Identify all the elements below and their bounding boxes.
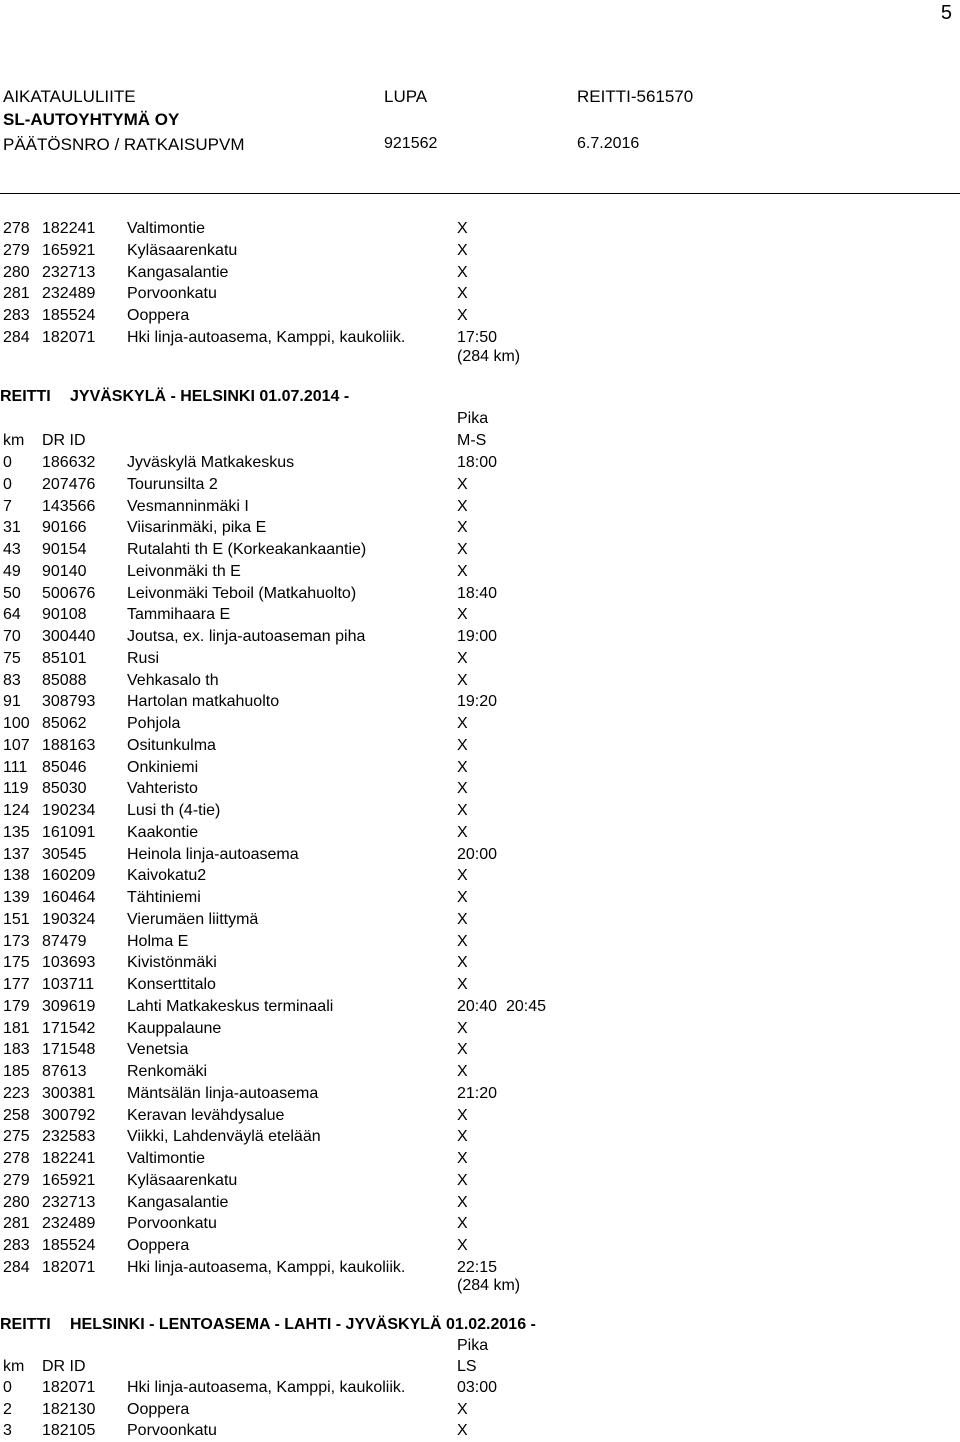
stop-time: X <box>457 1215 468 1233</box>
stop-name: Tammihaara E <box>127 606 231 624</box>
stop-id: 300381 <box>42 1084 96 1102</box>
stop-id: 182071 <box>42 1258 96 1276</box>
stop-time: 19:00 <box>457 628 498 645</box>
stop-name: Tourunsilta 2 <box>127 475 218 493</box>
stop-km: 100 <box>3 715 30 732</box>
stop-id: 182071 <box>42 1379 96 1396</box>
stop-id: 232489 <box>42 285 96 303</box>
stop-km: 2 <box>3 1400 12 1418</box>
stop-id: 161091 <box>42 823 96 841</box>
stop-km: 280 <box>3 1193 30 1211</box>
stop-km: 281 <box>3 1215 30 1233</box>
stop-km: 0 <box>3 454 12 471</box>
stop-time: X <box>457 1041 468 1059</box>
stop-time: X <box>457 220 468 237</box>
stop-id: 160209 <box>42 867 96 885</box>
stop-km: 43 <box>3 541 21 558</box>
col-km: km <box>3 1358 25 1375</box>
stop-name: Ooppera <box>127 1237 190 1254</box>
stop-name: Mäntsälän linja-autoasema <box>127 1084 319 1102</box>
stop-id: 500676 <box>42 584 96 602</box>
stop-km: 135 <box>3 823 30 841</box>
stop-km: 278 <box>3 1150 30 1167</box>
stop-km: 279 <box>3 1171 30 1189</box>
stop-name: Viikki, Lahdenväylä etelään <box>127 1128 321 1146</box>
stop-time: 21:20 <box>457 1084 498 1102</box>
route2-label: REITTI <box>0 1316 51 1333</box>
stop-name: Holma E <box>127 932 189 950</box>
stop-id: 85046 <box>42 758 87 776</box>
stop-id: 160464 <box>42 889 96 906</box>
stop-time: X <box>457 562 468 580</box>
stop-time: X <box>457 285 468 303</box>
stop-id: 90140 <box>42 562 87 580</box>
stop-id: 232713 <box>42 1193 96 1211</box>
stop-name: Ositunkulma <box>127 736 216 754</box>
col-id: DR ID <box>42 432 86 449</box>
stop-time: X <box>457 736 468 754</box>
stop-name: Kyläsaarenkatu <box>127 241 238 259</box>
stop-id: 30545 <box>42 845 87 863</box>
stop-time: 18:00 <box>457 454 498 471</box>
stop-name: Vehkasalo th <box>127 671 219 689</box>
stop-time: X <box>457 1400 468 1418</box>
stop-km: 280 <box>3 263 30 281</box>
col-id: DR ID <box>42 1358 86 1375</box>
stop-km: 177 <box>3 976 30 993</box>
stop-time: X <box>457 954 468 972</box>
stop-km: 173 <box>3 932 30 950</box>
stop-km: 91 <box>3 693 21 711</box>
stop-time-2: 20:45 <box>506 997 547 1015</box>
stop-km: 275 <box>3 1128 30 1146</box>
stop-time: X <box>457 867 468 885</box>
stop-time: X <box>457 758 468 776</box>
stop-time: X <box>457 889 468 906</box>
stop-id: 190324 <box>42 910 96 928</box>
col-days: M-S <box>457 432 487 449</box>
stop-name: Porvoonkatu <box>127 1422 217 1440</box>
stop-name: Kaivokatu2 <box>127 867 207 885</box>
stop-name: Kangasalantie <box>127 1193 229 1211</box>
stop-id: 182130 <box>42 1400 96 1418</box>
stop-id: 85101 <box>42 649 87 667</box>
stop-id: 300440 <box>42 628 96 645</box>
stop-km: 183 <box>3 1041 30 1059</box>
stop-time: X <box>457 1237 468 1254</box>
stop-km: 151 <box>3 910 30 928</box>
stop-id: 207476 <box>42 475 96 493</box>
stop-km: 0 <box>3 1379 12 1396</box>
stop-time: X <box>457 606 468 624</box>
stop-km: 64 <box>3 606 21 624</box>
stop-id: 165921 <box>42 241 96 259</box>
stop-id: 182071 <box>42 329 96 346</box>
stop-km: 124 <box>3 802 30 819</box>
stop-id: 186632 <box>42 454 96 471</box>
stop-name: Kyläsaarenkatu <box>127 1171 238 1189</box>
stop-name: Vierumäen liittymä <box>127 910 259 928</box>
stop-time: X <box>457 1019 468 1037</box>
stop-name: Porvoonkatu <box>127 285 217 303</box>
stop-name: Leivonmäki th E <box>127 562 241 580</box>
stop-time: 20:40 <box>457 997 498 1015</box>
stop-time: X <box>457 519 468 537</box>
stop-id: 85062 <box>42 715 87 732</box>
stop-name: Keravan levähdysalue <box>127 1106 285 1124</box>
stop-km: 111 <box>3 758 28 776</box>
stop-id: 232583 <box>42 1128 96 1146</box>
stop-time: X <box>457 1171 468 1189</box>
stop-time: X <box>457 1422 468 1440</box>
permit-label: LUPA <box>384 87 428 106</box>
stop-time: 18:40 <box>457 584 498 602</box>
stop-id: 87613 <box>42 1063 87 1080</box>
stop-time: X <box>457 497 468 515</box>
stop-name: Lusi th (4-tie) <box>127 802 221 819</box>
stop-name: Venetsia <box>127 1041 189 1059</box>
stop-id: 90154 <box>42 541 87 558</box>
stop-time: X <box>457 715 468 732</box>
stop-name: Vesmanninmäki I <box>127 497 249 515</box>
stop-name: Pohjola <box>127 715 181 732</box>
stop-name: Hartolan matkahuolto <box>127 693 280 711</box>
stop-id: 185524 <box>42 1237 96 1254</box>
stop-name: Hki linja-autoasema, Kamppi, kaukoliik. <box>127 329 406 346</box>
stop-km: 281 <box>3 285 30 303</box>
stop-id: 103693 <box>42 954 96 972</box>
page-number: 5 <box>940 2 952 24</box>
col-km: km <box>3 432 25 449</box>
stop-km: 181 <box>3 1019 30 1037</box>
stop-km: 258 <box>3 1106 30 1124</box>
stop-name: Ooppera <box>127 307 190 325</box>
stop-km: 3 <box>3 1422 12 1440</box>
stop-time: X <box>457 475 468 493</box>
stop-time: X <box>457 263 468 281</box>
stop-name: Viisarinmäki, pika E <box>127 519 267 537</box>
stop-time: X <box>457 932 468 950</box>
stop-km: 75 <box>3 649 21 667</box>
stop-time: X <box>457 910 468 928</box>
stop-name: Heinola linja-autoasema <box>127 845 299 863</box>
col-days: LS <box>457 1358 477 1375</box>
route1-total: (284 km) <box>457 1277 521 1294</box>
stop-km: 7 <box>3 497 12 515</box>
stop-time: X <box>457 1128 468 1146</box>
stop-id: 185524 <box>42 307 96 325</box>
stop-km: 49 <box>3 562 21 580</box>
stop-time: X <box>457 649 468 667</box>
stop-id: 308793 <box>42 693 96 711</box>
decision-number: 921562 <box>384 135 438 152</box>
stop-name: Lahti Matkakeskus terminaali <box>127 997 334 1015</box>
stop-time: X <box>457 1106 468 1124</box>
stop-time: X <box>457 1150 468 1167</box>
stop-time: X <box>457 541 468 558</box>
stop-km: 70 <box>3 628 21 645</box>
stop-km: 138 <box>3 867 30 885</box>
stop-id: 103711 <box>42 976 95 993</box>
stop-km: 185 <box>3 1063 30 1080</box>
stop-name: Valtimontie <box>127 220 205 237</box>
stop-time: X <box>457 307 468 325</box>
stop-name: Rusi <box>127 649 160 667</box>
stop-name: Renkomäki <box>127 1063 208 1080</box>
stop-km: 284 <box>3 329 30 346</box>
stop-id: 188163 <box>42 736 96 754</box>
stop-id: 171542 <box>42 1019 96 1037</box>
doc-type: AIKATAULULIITE <box>3 87 136 106</box>
stop-name: Kangasalantie <box>127 263 229 281</box>
stop-id: 165921 <box>42 1171 96 1189</box>
stop-time: X <box>457 802 468 819</box>
stop-id: 171548 <box>42 1041 96 1059</box>
stop-id: 309619 <box>42 997 96 1015</box>
stop-id: 90166 <box>42 519 87 537</box>
stop-name: Leivonmäki Teboil (Matkahuolto) <box>127 584 357 602</box>
stop-time: 17:50 <box>457 329 498 346</box>
stop-km: 279 <box>3 241 30 259</box>
stop-km: 83 <box>3 671 21 689</box>
stop-time: X <box>457 976 468 993</box>
stop-km: 137 <box>3 845 30 863</box>
route1-label: REITTI <box>0 388 51 405</box>
stop-name: Valtimontie <box>127 1150 205 1167</box>
stop-km: 31 <box>3 519 21 537</box>
stop-km: 283 <box>3 1237 30 1254</box>
stop-name: Onkiniemi <box>127 758 199 776</box>
stop-name: Ooppera <box>127 1400 190 1418</box>
stop-time: 03:00 <box>457 1379 498 1396</box>
stop-time: 20:00 <box>457 845 498 863</box>
stop-time: X <box>457 241 468 259</box>
stop-km: 0 <box>3 475 12 493</box>
header-divider <box>0 193 960 194</box>
stop-name: Konserttitalo <box>127 976 216 993</box>
stop-time: 19:20 <box>457 693 498 711</box>
route-id: REITTI-561570 <box>577 87 694 106</box>
stop-id: 300792 <box>42 1106 96 1124</box>
stop-km: 119 <box>3 780 29 798</box>
route2-type: Pika <box>457 1337 489 1354</box>
stop-id: 182241 <box>42 220 96 237</box>
stop-name: Kauppalaune <box>127 1019 222 1037</box>
stop-id: 85088 <box>42 671 87 689</box>
stop-id: 143566 <box>42 497 96 515</box>
stop-name: Kaakontie <box>127 823 199 841</box>
stop-km: 179 <box>3 997 30 1015</box>
company-name: SL-AUTOYHTYMÄ OY <box>3 110 180 129</box>
top-table-total: (284 km) <box>457 348 521 365</box>
decision-date: 6.7.2016 <box>577 135 640 152</box>
stop-time: X <box>457 1193 468 1211</box>
stop-km: 107 <box>3 736 30 754</box>
stop-time: X <box>457 1063 468 1080</box>
route1-type: Pika <box>457 410 489 427</box>
stop-name: Jyväskylä Matkakeskus <box>127 454 295 471</box>
stop-time: X <box>457 671 468 689</box>
decision-label: PÄÄTÖSNRO / RATKAISUPVM <box>3 135 245 154</box>
stop-km: 50 <box>3 584 21 602</box>
stop-name: Vahteristo <box>127 780 198 798</box>
stop-km: 175 <box>3 954 30 972</box>
stop-km: 283 <box>3 307 30 325</box>
stop-name: Tähtiniemi <box>127 889 201 906</box>
stop-km: 223 <box>3 1084 30 1102</box>
stop-id: 190234 <box>42 802 96 819</box>
stop-id: 85030 <box>42 780 87 798</box>
stop-time: X <box>457 823 468 841</box>
stop-km: 139 <box>3 889 30 906</box>
stop-id: 182105 <box>42 1422 96 1440</box>
stop-name: Hki linja-autoasema, Kamppi, kaukoliik. <box>127 1379 406 1396</box>
stop-id: 232489 <box>42 1215 96 1233</box>
stop-id: 87479 <box>42 932 87 950</box>
stop-time: X <box>457 780 468 798</box>
stop-km: 284 <box>3 1258 30 1276</box>
stop-name: Porvoonkatu <box>127 1215 217 1233</box>
stop-time: 22:15 <box>457 1258 498 1276</box>
stop-name: Hki linja-autoasema, Kamppi, kaukoliik. <box>127 1258 406 1276</box>
stop-id: 232713 <box>42 263 96 281</box>
stop-name: Joutsa, ex. linja-autoaseman piha <box>127 628 366 645</box>
stop-name: Kivistönmäki <box>127 954 217 972</box>
route1-name: JYVÄSKYLÄ - HELSINKI 01.07.2014 - <box>70 388 350 405</box>
route2-name: HELSINKI - LENTOASEMA - LAHTI - JYVÄSKYLÄ 01.02.2016 - <box>70 1316 536 1333</box>
stop-id: 90108 <box>42 606 87 624</box>
stop-id: 182241 <box>42 1150 96 1167</box>
stop-name: Rutalahti th E (Korkeakankaantie) <box>127 541 367 558</box>
stop-km: 278 <box>3 220 30 237</box>
